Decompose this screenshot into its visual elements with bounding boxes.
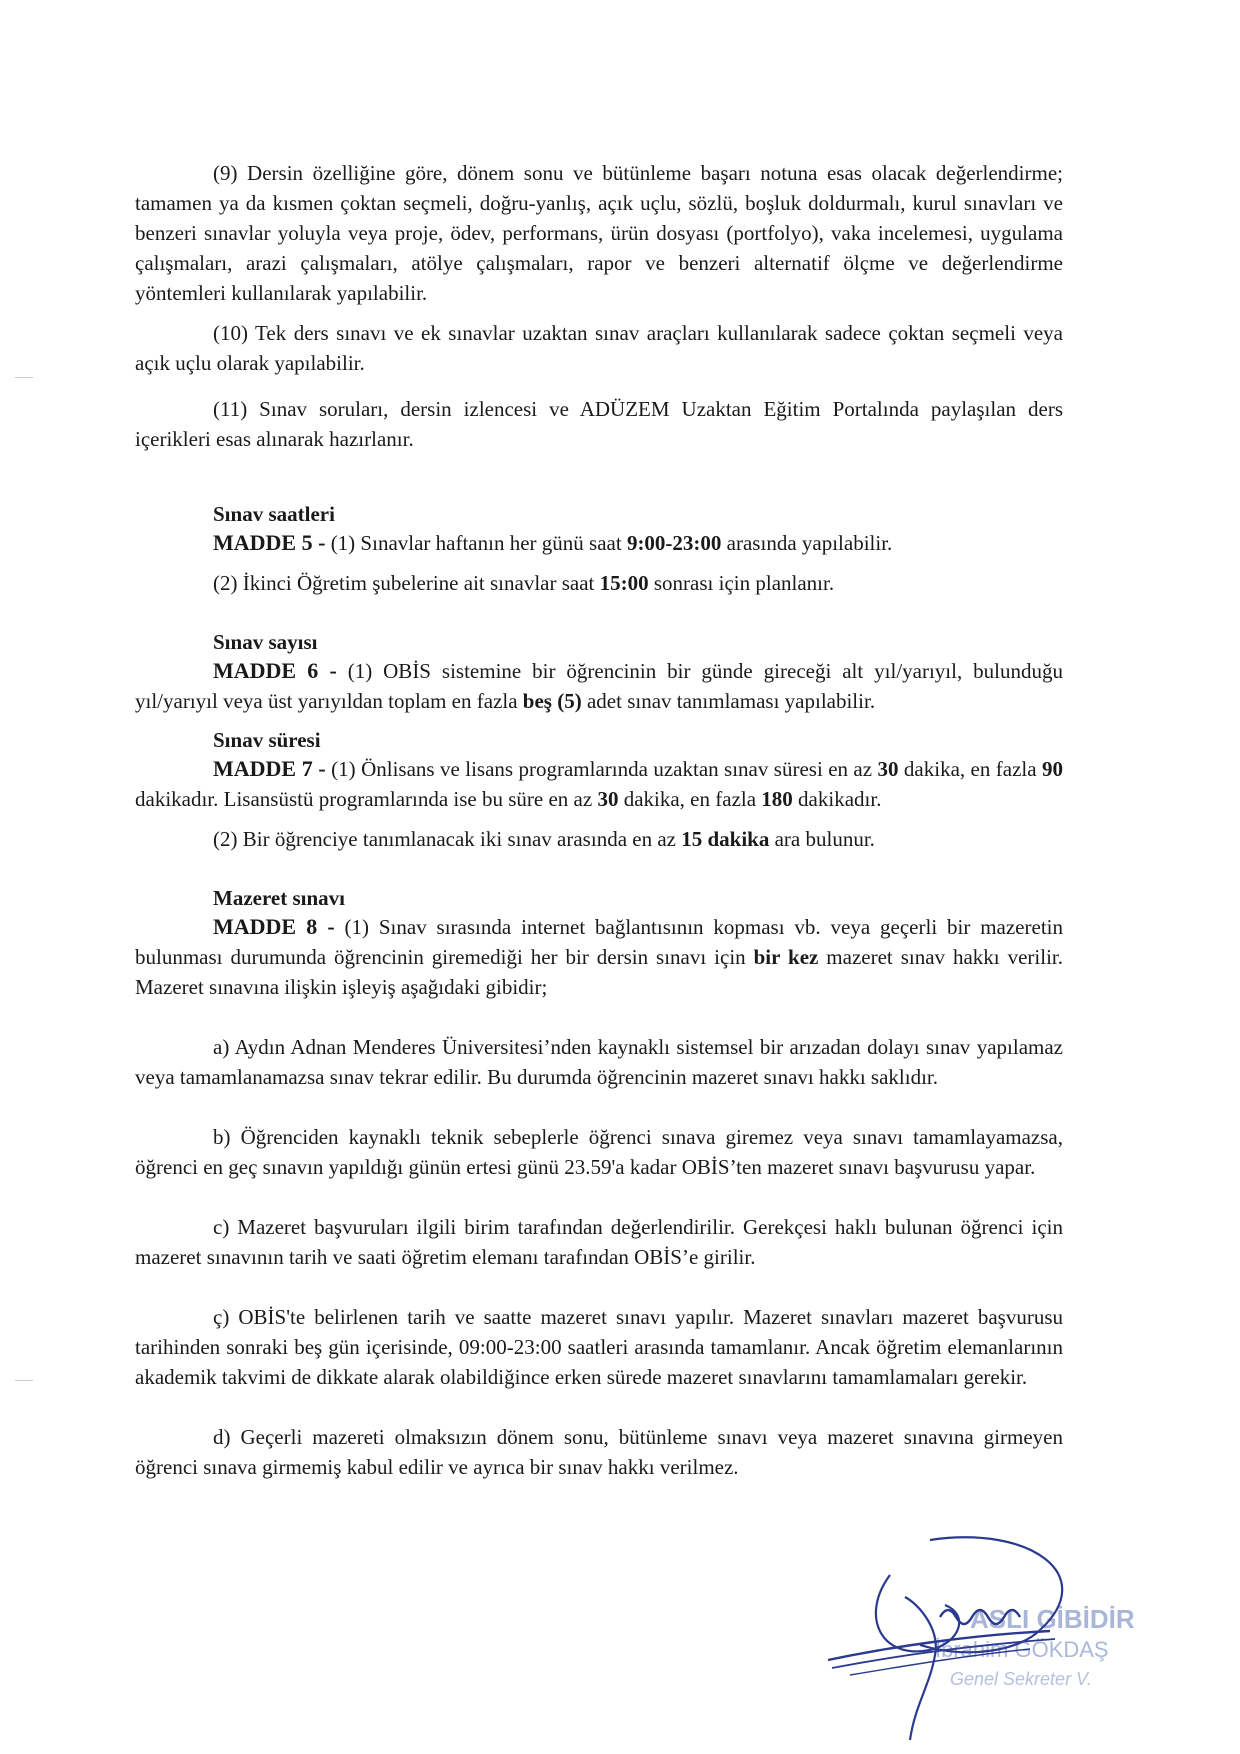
stamp-line-1: ASLI GİBİDİR: [970, 1604, 1135, 1634]
document-body: [135, 158, 1063, 1482]
margin-mark: [15, 1380, 33, 1381]
madde-8-item-cc: ç) OBİS'te belirlenen tarih ve saatte mazeret sınavı yapılır. Mazeret sınavları mazeret başvurusu tarihinden sonraki beş gün içerisinde, 09:00-23:00 saatleri arasında tamamlanır. Ancak öğretim elemanlarının akademik takvimi de dikkate alarak olabildiğince erken sürede mazeret sınavlarını tamamlamaları gerekir.: [135, 1305, 1063, 1389]
section-heading-sinav-sayisi: Sınav sayısı: [213, 630, 318, 654]
madde-8-item-c: c) Mazeret başvuruları ilgili birim tarafından değerlendirilir. Gerekçesi haklı bulunan öğrenci için mazeret sınavının tarih ve saati öğretim elemanı tarafından OBİS’e girilir.: [135, 1215, 1063, 1269]
paragraph-10: (10) Tek ders sınavı ve ek sınavlar uzaktan sınav araçları kullanılarak sadece çoktan seçmeli veya açık uçlu olarak yapılabilir.: [135, 321, 1063, 375]
margin-mark: [15, 377, 33, 378]
madde-6-paragraph-1: MADDE 6 - (1) OBİS sistemine bir öğrencinin bir günde gireceği alt yıl/yarıyıl, bulunduğu yıl/yarıyıl veya üst yarıyıldan toplam en fazla beş (5) adet sınav tanımlaması yapılabilir.: [135, 658, 1063, 713]
stamp-line-3: Genel Sekreter V.: [950, 1669, 1092, 1689]
madde-7-paragraph-2: (2) Bir öğrenciye tanımlanacak iki sınav arasında en az 15 dakika ara bulunur.: [213, 827, 875, 851]
madde-5-paragraph-2: (2) İkinci Öğretim şubelerine ait sınavlar saat 15:00 sonrası için planlanır.: [213, 571, 835, 595]
madde-8-item-b: b) Öğrenciden kaynaklı teknik sebeplerle öğrenci sınava giremez veya sınavı tamamlayamazsa, öğrenci en geç sınavın yapıldığı günün ertesi günü 23.59'a kadar OBİS’ten mazeret sınavı başvurusu yapar.: [135, 1125, 1063, 1179]
madde-label: MADDE 7 -: [213, 756, 326, 781]
madde-label: MADDE 6 -: [213, 658, 337, 683]
madde-5-paragraph-1: MADDE 5 - (1) Sınavlar haftanın her günü saat 9:00-23:00 arasında yapılabilir.: [213, 530, 893, 555]
stamp-line-2: İbrahim GÖKDAŞ: [935, 1637, 1109, 1662]
paragraph-9: (9) Dersin özelliğine göre, dönem sonu ve bütünleme başarı notuna esas olacak değerlendirme; tamamen ya da kısmen çoktan seçmeli, doğru-yanlış, açık uçlu, sözlü, boşluk doldurmalı, kurul sınavları ve benzeri sınavlar yoluyla veya proje, ödev, performans, ürün dosyası (portfolyo), vaka incelemesi, uygulama çalışmaları, arazi çalışmaları, atölye çalışmaları, rapor ve benzeri alternatif ölçme ve değerlendirme yöntemleri kullanılarak yapılabilir.: [135, 161, 1063, 305]
madde-8-item-d: d) Geçerli mazereti olmaksızın dönem sonu, bütünleme sınavı veya mazeret sınavına girmeyen öğrenci sınava girmemiş kabul edilir ve ayrıca bir sınav hakkı verilmez.: [135, 1425, 1063, 1479]
madde-7-paragraph-1: MADDE 7 - (1) Önlisans ve lisans programlarında uzaktan sınav süresi en az 30 dakika, en fazla 90 dakikadır. Lisansüstü programlarında ise bu süre en az 30 dakika, en fazla 180 dakikadır.: [135, 756, 1063, 811]
madde-label: MADDE 8 -: [213, 914, 335, 939]
signature-stamp: [820, 1535, 1180, 1745]
madde-label: MADDE 5 -: [213, 530, 326, 555]
section-heading-mazeret-sinavi: Mazeret sınavı: [213, 886, 345, 910]
madde-8-item-a: a) Aydın Adnan Menderes Üniversitesi’nden kaynaklı sistemsel bir arızadan dolayı sınav yapılamaz veya tamamlanamazsa sınav tekrar edilir. Bu durumda öğrencinin mazeret sınavı hakkı saklıdır.: [135, 1035, 1063, 1089]
section-heading-sinav-suresi: Sınav süresi: [213, 728, 321, 752]
paragraph-11: (11) Sınav soruları, dersin izlencesi ve ADÜZEM Uzaktan Eğitim Portalında paylaşılan ders içerikleri esas alınarak hazırlanır.: [135, 397, 1063, 451]
section-heading-sinav-saatleri: Sınav saatleri: [213, 502, 335, 526]
madde-8-paragraph-1: MADDE 8 - (1) Sınav sırasında internet bağlantısının kopması vb. veya geçerli bir mazeretin bulunması durumunda öğrencinin giremediği her bir dersin sınavı için bir kez mazeret sınav hakkı verilir. Mazeret sınavına ilişkin işleyiş aşağıdaki gibidir;: [135, 914, 1063, 999]
signature-stamp-graphic: [820, 1535, 1180, 1745]
signature-stem: [905, 1597, 936, 1740]
